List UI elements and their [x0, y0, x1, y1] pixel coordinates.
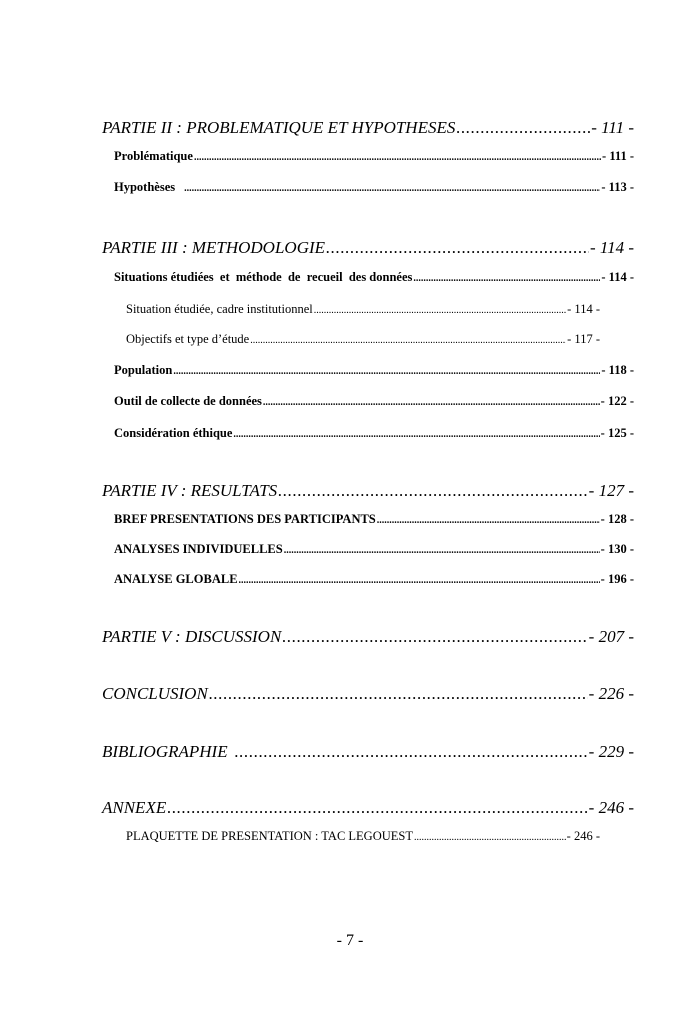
toc-entry-label: Population — [114, 363, 173, 377]
toc-dot-leader — [377, 512, 600, 527]
toc-dot-leader — [233, 426, 599, 441]
toc-entry-page: - 127 - — [588, 481, 634, 500]
toc-entry-analyses-individuelles[interactable] — [114, 542, 634, 557]
toc-entry-label: Situations étudiées et méthode de recueil des données — [114, 270, 413, 284]
toc-entry-situations[interactable] — [114, 270, 634, 285]
toc-entry-annexe[interactable] — [102, 798, 634, 818]
toc-entry-label: Situation étudiée, cadre institutionnel — [126, 302, 313, 316]
toc-dot-leader — [167, 798, 587, 818]
toc-dot-leader — [282, 627, 587, 647]
toc-entry-label: Considération éthique — [114, 426, 233, 440]
toc-entry-page: - 246 - — [588, 798, 634, 817]
toc-entry-page: - 130 - — [600, 542, 634, 556]
toc-entry-label: Objectifs et type d’étude — [126, 332, 250, 346]
toc-entry-page: - 114 - — [601, 270, 634, 284]
toc-entry-problematique[interactable] — [114, 149, 634, 164]
toc-entry-objectifs[interactable] — [126, 332, 600, 347]
toc-entry-partie-v[interactable] — [102, 627, 634, 647]
toc-dot-leader — [250, 332, 566, 347]
toc-entry-label: PARTIE IV : RESULTATS — [102, 481, 278, 500]
toc-entry-plaquette[interactable] — [126, 829, 600, 844]
toc-dot-leader — [209, 684, 588, 704]
toc-entry-label: PARTIE III : METHODOLOGIE — [102, 238, 326, 257]
toc-entry-hypotheses[interactable] — [114, 180, 634, 195]
toc-dot-leader — [184, 180, 600, 195]
toc-entry-page: - 111 - — [591, 118, 634, 137]
toc-entry-page: - 246 - — [566, 829, 600, 843]
toc-entry-page: - 226 - — [588, 684, 634, 703]
toc-entry-label: Outil de collecte de données — [114, 394, 262, 408]
toc-entry-page: - 229 - — [588, 742, 634, 761]
toc-dot-leader — [413, 270, 600, 285]
toc-entry-page: - 122 - — [600, 394, 634, 408]
toc-entry-page: - 113 - — [601, 180, 634, 194]
toc-entry-page: - 125 - — [600, 426, 634, 440]
toc-dot-leader — [278, 481, 588, 501]
toc-entry-label: BREF PRESENTATIONS DES PARTICIPANTS — [114, 512, 376, 526]
toc-entry-analyse-globale[interactable] — [114, 572, 634, 587]
toc-entry-label: ANNEXE — [102, 798, 167, 817]
toc-entry-partie-ii[interactable] — [102, 118, 634, 138]
toc-entry-label: Hypothèses — [114, 180, 176, 194]
toc-dot-leader — [194, 149, 601, 164]
toc-entry-outil[interactable] — [114, 394, 634, 409]
toc-dot-leader — [284, 542, 600, 557]
toc-entry-page: - 118 - — [601, 363, 634, 377]
toc-entry-bref-presentations[interactable] — [114, 512, 634, 527]
toc-dot-leader — [414, 829, 566, 844]
toc-entry-bibliographie[interactable] — [102, 742, 634, 762]
toc-entry-page: - 207 - — [588, 627, 634, 646]
toc-entry-page: - 111 - — [602, 149, 634, 163]
toc-entry-conclusion[interactable] — [102, 684, 634, 704]
toc-entry-label: BIBLIOGRAPHIE — [102, 742, 228, 761]
toc-entry-page: - 114 - — [589, 238, 634, 257]
toc-entry-label: PARTIE II : PROBLEMATIQUE ET HYPOTHESES — [102, 118, 456, 137]
toc-dot-leader — [235, 742, 588, 762]
toc-dot-leader — [239, 572, 600, 587]
toc-entry-partie-iii[interactable] — [102, 238, 634, 258]
toc-dot-leader — [456, 118, 590, 138]
toc-dot-leader — [326, 238, 589, 258]
toc-entry-label: PLAQUETTE DE PRESENTATION : TAC LEGOUEST — [126, 829, 413, 843]
page-number: - 7 - — [336, 932, 364, 949]
toc-entry-page: - 117 - — [567, 332, 600, 346]
toc-entry-label: Problématique — [114, 149, 193, 163]
toc-entry-population[interactable] — [114, 363, 634, 378]
toc-entry-label: PARTIE V : DISCUSSION — [102, 627, 282, 646]
toc-entry-situation-etudiee[interactable] — [126, 302, 600, 317]
toc-dot-leader — [173, 363, 600, 378]
toc-entry-page: - 128 - — [600, 512, 634, 526]
toc-entry-page: - 114 - — [567, 302, 600, 316]
toc-entry-partie-iv[interactable] — [102, 481, 634, 501]
toc-entry-label: CONCLUSION — [102, 684, 208, 703]
toc-dot-leader — [314, 302, 566, 317]
toc-entry-page: - 196 - — [600, 572, 634, 586]
toc-entry-consideration[interactable] — [114, 426, 634, 441]
toc-dot-leader — [263, 394, 600, 409]
toc-entry-label: ANALYSE GLOBALE — [114, 572, 238, 586]
toc-entry-label: ANALYSES INDIVIDUELLES — [114, 542, 283, 556]
